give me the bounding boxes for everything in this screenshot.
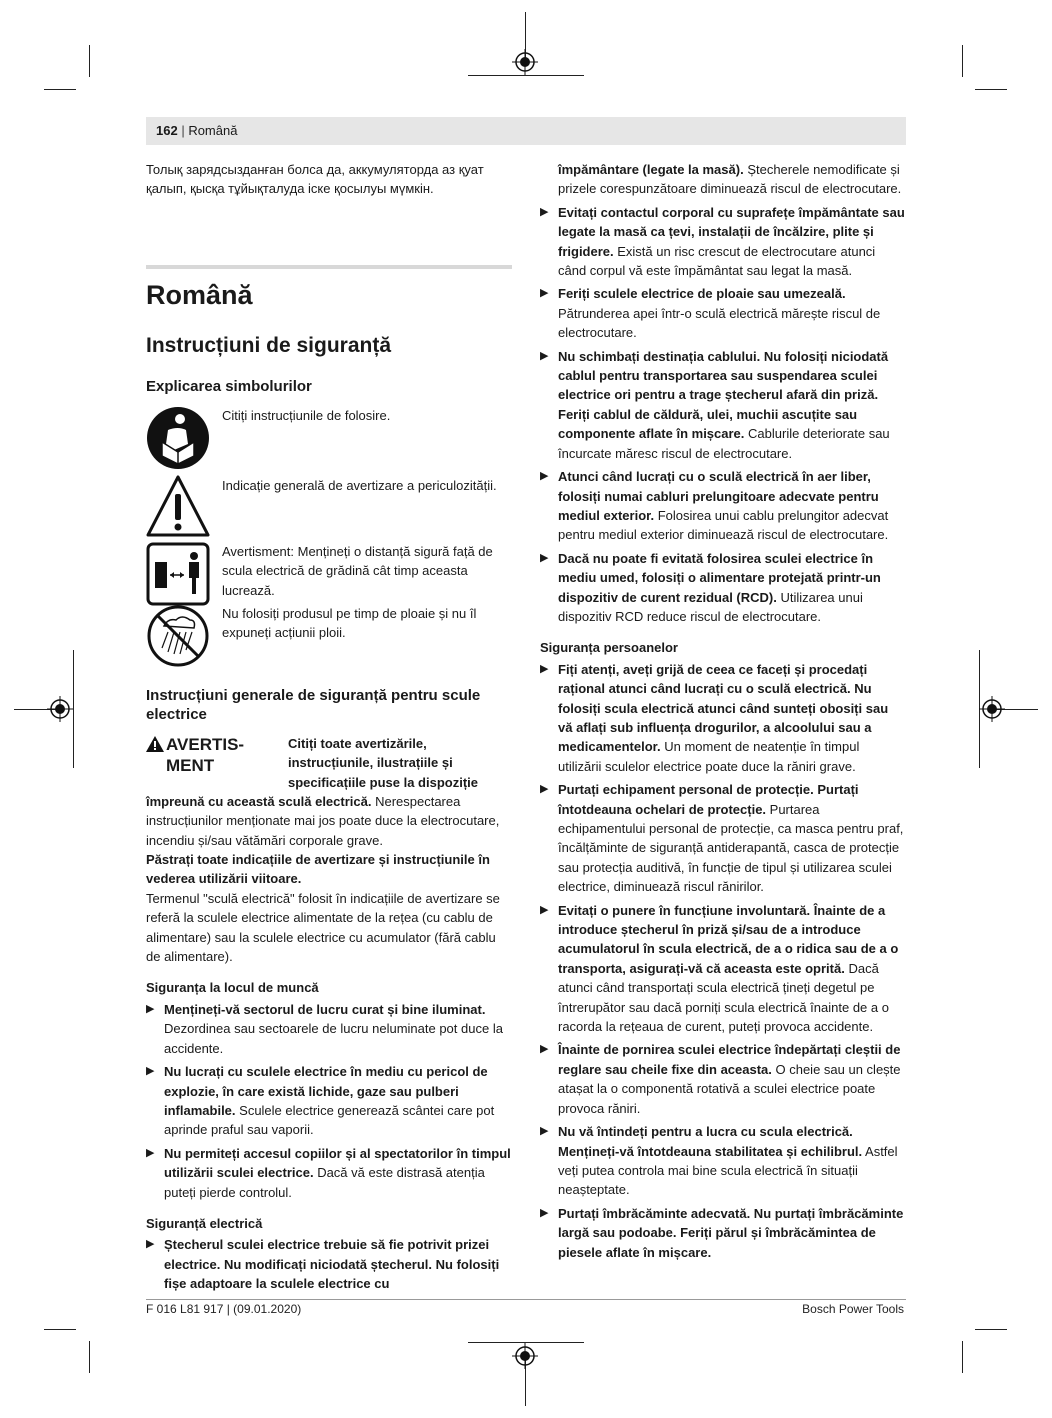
crop-mark xyxy=(73,650,74,768)
symbol-description: Citiți instrucțiunile de folosire. xyxy=(222,407,391,423)
bullet-bold: Purtați îmbrăcăminte adecvată. Nu purtați îmbrăcăminte largă sau podoabe. Feriți părul și îmbrăcămintea de piesele aflate în mișcare. xyxy=(558,1205,904,1260)
bullet-item xyxy=(146,1062,512,1140)
bullet-text: Sculele electrice generează scântei care pot aprinde praful sau vaporii. xyxy=(164,1102,495,1138)
bullet-bold: Nu schimbați destinația cablului. Nu folosiți niciodată cablul pentru transportarea sau suspendarea sculei electrice ori pentru a trage ștecherul afară din priză. Feriți cablul de căldură, ulei, muchii ascuțite sau componente aflate în mișcare. xyxy=(558,348,889,442)
bullet-bold: Nu vă întindeți pentru a lucra cu scula electrică. Mențineți-vă întotdeauna stabilitatea și echilibrul. xyxy=(558,1124,863,1159)
crop-mark xyxy=(44,1329,76,1330)
bullet-bold: Ștecherul sculei electrice trebuie să fie potrivit prizei electrice. Nu modificați niciodată ștecherul. Nu folosiți fișe adaptoare la sculele electrice cu xyxy=(164,1237,500,1292)
bullet-arrow-icon: ▶ xyxy=(540,470,549,483)
footer-left: F 016 L81 917 | (09.01.2020) xyxy=(146,1302,302,1316)
bullet-arrow-icon: ▶ xyxy=(540,551,549,564)
page-header xyxy=(146,117,906,145)
bullet-bold: Nu lucrați cu sculele electrice în mediu cu pericol de explozie, în care există lichide, gaze sau pulberi inflamabile. xyxy=(164,1064,488,1118)
footer-right: Bosch Power Tools xyxy=(802,1302,904,1316)
left-column xyxy=(146,160,512,1298)
symbols-heading: Explicarea simbolurilor xyxy=(146,377,312,395)
bullet-item xyxy=(540,203,906,281)
bullet-arrow-icon: ▶ xyxy=(540,903,549,916)
crop-mark xyxy=(962,45,963,77)
crop-mark xyxy=(44,89,76,90)
section-divider xyxy=(146,265,512,269)
bullet-text: Cablurile deteriorate sau încurcate măresc riscul de electrocutare. xyxy=(558,426,890,461)
bullet-bold: Evitați o punere în funcțiune involuntară. Înainte de a introduce ștecherul în priză și/sau de a introduce acumulatorul în scula electrică, de a o ridica sau de a o transporta, asigurați-vă că aceasta este oprită. xyxy=(558,902,899,976)
bullet-bold: Atunci când lucrați cu o sculă electrică în aer liber, folosiți numai cabluri prelungitoare adecvate pentru mediul exterior. xyxy=(558,469,879,523)
bullet-text: Astfel veți putea controla mai bine scula electrică în situații neașteptate. xyxy=(558,1143,898,1198)
persons-safety-heading: Siguranța persoanelor xyxy=(540,640,678,656)
registration-mark-icon xyxy=(512,1343,538,1369)
no-rain-icon xyxy=(146,604,210,668)
continued-bold: împământare (legate la masă). xyxy=(558,162,744,177)
bullet-item xyxy=(540,780,906,896)
registration-mark-icon xyxy=(979,696,1005,722)
page-title: Română xyxy=(146,279,253,310)
bullet-item xyxy=(540,901,906,1037)
right-column xyxy=(540,160,906,1266)
bullet-text: Dezordinea sau sectoarele de lucru neluminate pot duce la accidente. xyxy=(164,1021,503,1056)
keep-distance-icon xyxy=(146,542,210,606)
bullet-bold: Feriți sculele electrice de ploaie sau umezeală. xyxy=(558,286,846,302)
header-separator: | xyxy=(177,123,189,138)
bullet-text: Dacă atunci când transportați scula electrică țineți degetul pe întrerupător sau dacă porniți scula electrică înainte de a o racorda la rețeaua de curent, puteți provoca accidente. xyxy=(558,960,889,1035)
bullet-item xyxy=(540,1204,906,1262)
bullet-bold: Nu permiteți accesul copiilor și al spectatorilor în timpul utilizării sculei electrice. xyxy=(164,1145,511,1181)
bullet-text: Există un risc crescut de electrocutare atunci când corpul vă este împământat sau legat la masă. xyxy=(558,243,876,279)
warning-cont-text: Nerespectarea instrucțiunilor menționate mai jos poate duce la electrocutare, incendiu și/sau vătămări corporale grave. xyxy=(146,793,500,848)
registration-mark-icon xyxy=(512,49,538,75)
symbol-row xyxy=(146,604,512,670)
header-language: Română xyxy=(188,123,238,138)
keep-instructions: Păstrați toate indicațiile de avertizare și instrucțiunile în vederea utilizării viitoare. xyxy=(146,852,490,887)
crop-mark xyxy=(89,45,90,77)
electric-safety-heading: Siguranță electrică xyxy=(146,1215,263,1231)
crop-mark xyxy=(89,1341,90,1373)
bullet-bold: Dacă nu poate fi evitată folosirea sculei electrice în mediu umed, folosiți o alimentare protejată printr-un dispozitiv de curent rezidual (RCD). xyxy=(558,550,881,605)
bullet-arrow-icon: ▶ xyxy=(540,783,549,796)
bullet-item xyxy=(540,1122,906,1200)
bullet-bold: Mențineți-vă sectorul de lucru curat și bine iluminat. xyxy=(164,1001,486,1017)
registration-mark-icon xyxy=(47,696,73,722)
bullet-item xyxy=(540,660,906,776)
bullet-item xyxy=(146,1000,512,1058)
bullet-item xyxy=(540,347,906,463)
bullet-arrow-icon: ▶ xyxy=(540,662,549,675)
bullet-bold: Înainte de pornirea sculei electrice îndepărtați cleștii de reglare sau cheile fixe din aceasta. xyxy=(558,1042,901,1077)
bullet-arrow-icon: ▶ xyxy=(146,1065,155,1078)
bullet-arrow-icon: ▶ xyxy=(146,1002,155,1015)
bullet-bold: Evitați contactul corporal cu suprafețe împământate sau legate la masă ca țevi, instalații de încălzire, plite și frigidere. xyxy=(558,204,905,259)
term-paragraph: Termenul "sculă electrică" folosit în indicațiile de avertizare se referă la sculele electrice alimentate de la rețea (cu cablu de alimentare) sau la sculele electrice cu acumulator (fără cablu de alimentare). xyxy=(146,890,500,965)
bullet-item xyxy=(540,549,906,627)
continued-paragraph xyxy=(540,160,906,199)
bullet-text: Un moment de neatenție în timpul utilizării sculelor electrice poate duce la răniri grave. xyxy=(558,739,860,774)
bullet-text: Purtarea echipamentului personal de protecție, ca masca pentru praf, încălțăminte de siguranță antiderapantă, casca de protecție sau protecția auditivă, în funcție de tipul și utilizarea sculei electrice, diminuează riscul rănirilor. xyxy=(558,801,904,895)
crop-mark xyxy=(468,75,584,76)
general-heading: Instrucțiuni generale de siguranță pentru scule electrice xyxy=(146,686,481,723)
intro-paragraph: Толық зарядсызданған болса да, аккумуляторда аз қуат қалып, қысқа тұйықталуда іске қосылуы мүмкін. xyxy=(146,162,484,197)
page-number: 162 xyxy=(156,123,178,138)
symbol-row xyxy=(146,406,512,474)
crop-mark xyxy=(975,89,1007,90)
work-safety-heading: Siguranța la locul de muncă xyxy=(146,980,319,996)
warning-text: Citiți toate avertizările, instrucțiunile, ilustrațiile și specificațiile puse la dispoziție xyxy=(288,735,479,790)
bullet-text: Pătrunderea apei într-o sculă electrică mărește riscul de electrocutare. xyxy=(558,305,881,341)
warning-label xyxy=(146,734,266,776)
bullet-item xyxy=(146,1235,512,1293)
bullet-arrow-icon: ▶ xyxy=(540,1125,549,1138)
bullet-arrow-icon: ▶ xyxy=(540,205,549,218)
warning-block xyxy=(146,734,512,792)
bullet-item xyxy=(540,284,906,342)
warning-continuation xyxy=(146,792,512,850)
bullet-arrow-icon: ▶ xyxy=(146,1146,155,1159)
section-heading: Instrucțiuni de siguranță xyxy=(146,333,392,357)
bullet-arrow-icon: ▶ xyxy=(540,1206,549,1219)
bullet-text: Folosirea unui cablu prelungitor adecvat pentru mediul exterior diminuează riscul de electrocutare. xyxy=(558,507,889,543)
bullet-arrow-icon: ▶ xyxy=(540,349,549,362)
warning-triangle-icon xyxy=(146,474,210,538)
warning-cont-bold: împreună cu această sculă electrică. xyxy=(146,793,372,809)
bullet-bold: Purtați echipament personal de protecție. Purtați întotdeauna ochelari de protecție. xyxy=(558,782,859,817)
crop-mark xyxy=(975,1329,1007,1330)
read-manual-icon xyxy=(146,406,210,470)
bullet-text: Utilizarea unui dispozitiv RCD reduce riscul de electrocutare. xyxy=(558,589,863,624)
bullet-arrow-icon: ▶ xyxy=(540,1043,549,1056)
symbol-row xyxy=(146,474,512,542)
bullet-item xyxy=(540,467,906,545)
bullet-text: Dacă vă este distrasă atenția puteți pierde controlul. xyxy=(164,1165,485,1200)
bullet-item xyxy=(146,1144,512,1202)
continued-text: Ștecherele nemodificate și prizele corespunzătoare diminuează riscul de electrocutare. xyxy=(558,162,902,197)
bullet-arrow-icon: ▶ xyxy=(540,287,549,300)
footer-rule xyxy=(146,1299,906,1300)
bullet-bold: Fiți atenți, aveți grijă de ceea ce faceți și procedați rațional atunci când lucrați cu o sculă electrică. Nu folosiți scula electrică atunci când sunteți obosiți sau vă aflați sub influența drogurilor, a alcoolului sau a medicamentelor. xyxy=(558,661,889,755)
bullet-text: O cheie sau un clește atașat la o componentă rotativă a sculei electrice poate provoca răniri. xyxy=(558,1061,901,1116)
warning-triangle-icon xyxy=(146,736,164,752)
symbol-description: Indicație generală de avertizare a periculozității. xyxy=(222,477,497,493)
warning-label-text: AVERTIS-MENT xyxy=(166,734,245,775)
bullet-arrow-icon: ▶ xyxy=(146,1238,155,1251)
symbol-row xyxy=(146,542,512,604)
crop-mark xyxy=(962,1341,963,1373)
symbol-description: Nu folosiți produsul pe timp de ploaie și nu îl expuneți acțiunii ploii. xyxy=(222,605,477,641)
symbol-description: Avertisment: Mențineți o distanță sigură față de scula electrică de grădină cât timp aceasta lucrează. xyxy=(222,543,493,598)
bullet-item xyxy=(540,1040,906,1118)
